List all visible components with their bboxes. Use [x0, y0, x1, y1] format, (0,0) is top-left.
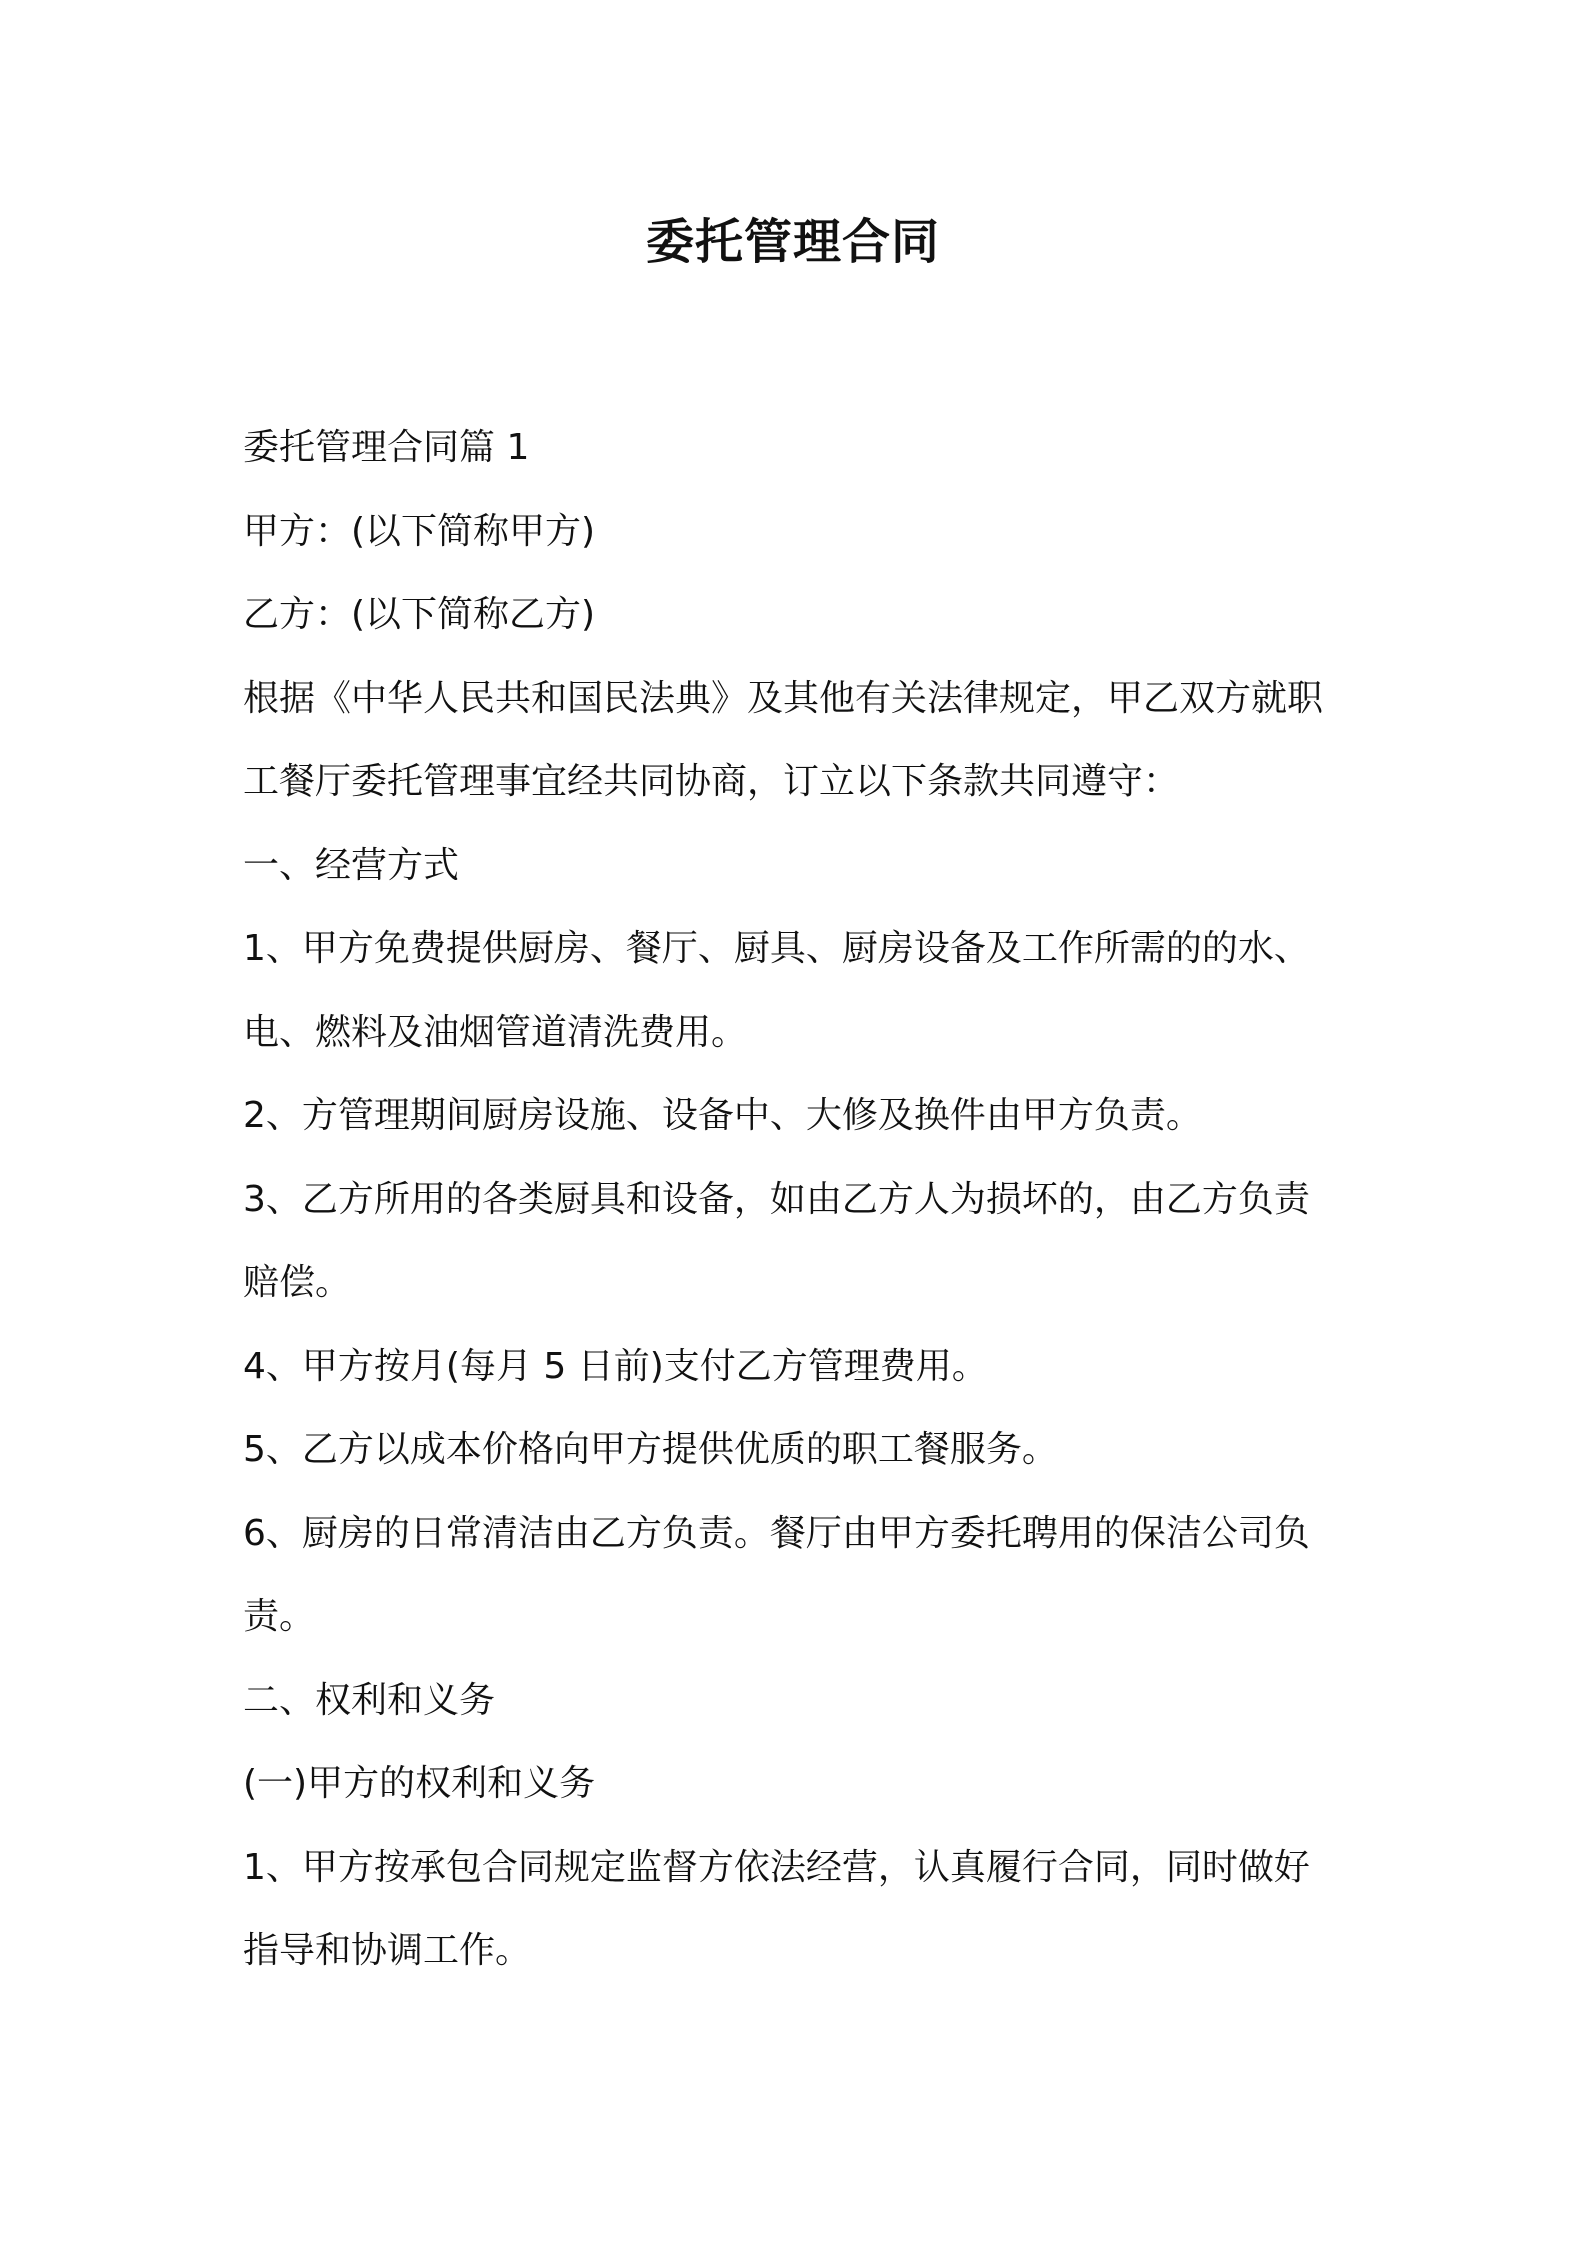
subheading-party-a: (一)甲方的权利和义务 — [243, 1763, 596, 1804]
chapter-heading-rights: 二、权利和义务 — [243, 1679, 496, 1721]
chapter-heading-operation: 一、经营方式 — [243, 844, 460, 886]
preamble-line-1: 根据《中华人民共和国民法典》及其他有关法律规定，甲乙双方就职 — [243, 677, 1324, 719]
preamble-line-2: 工餐厅委托管理事宜经共同协商，订立以下条款共同遵守： — [243, 761, 1180, 802]
clause-4: 4、甲方按月(每月 5 日前)支付乙方管理费用。 — [243, 1345, 988, 1387]
clause-3-line-1: 3、乙方所用的各类厨具和设备，如由乙方人为损坏的，由乙方负责 — [243, 1178, 1310, 1220]
clause-1-line-1: 1、甲方免费提供厨房、餐厅、厨具、厨房设备及工作所需的的水、 — [243, 928, 1310, 969]
party-a-line: 甲方：(以下简称甲方) — [243, 510, 596, 552]
section-heading: 委托管理合同篇 1 — [243, 427, 530, 468]
party-b-line: 乙方：(以下简称乙方) — [243, 594, 596, 635]
document-title: 委托管理合同 — [645, 214, 940, 270]
clause-5: 5、乙方以成本价格向甲方提供优质的职工餐服务。 — [243, 1429, 1058, 1470]
clause-6-line-1: 6、厨房的日常清洁由乙方负责。餐厅由甲方委托聘用的保洁公司负 — [243, 1512, 1310, 1554]
clause-6-line-2: 责。 — [243, 1596, 316, 1637]
clause-2: 2、方管理期间厨房设施、设备中、大修及换件由甲方负责。 — [243, 1095, 1202, 1136]
document-body — [243, 406, 1363, 1993]
clause-1-line-2: 电、燃料及油烟管道清洗费用。 — [243, 1011, 748, 1053]
rights-clause-1-line-2: 指导和协调工作。 — [243, 1930, 532, 1971]
clause-3-line-2: 赔偿。 — [243, 1262, 352, 1303]
rights-clause-1-line-1: 1、甲方按承包合同规定监督方依法经营，认真履行合同，同时做好 — [243, 1846, 1310, 1888]
